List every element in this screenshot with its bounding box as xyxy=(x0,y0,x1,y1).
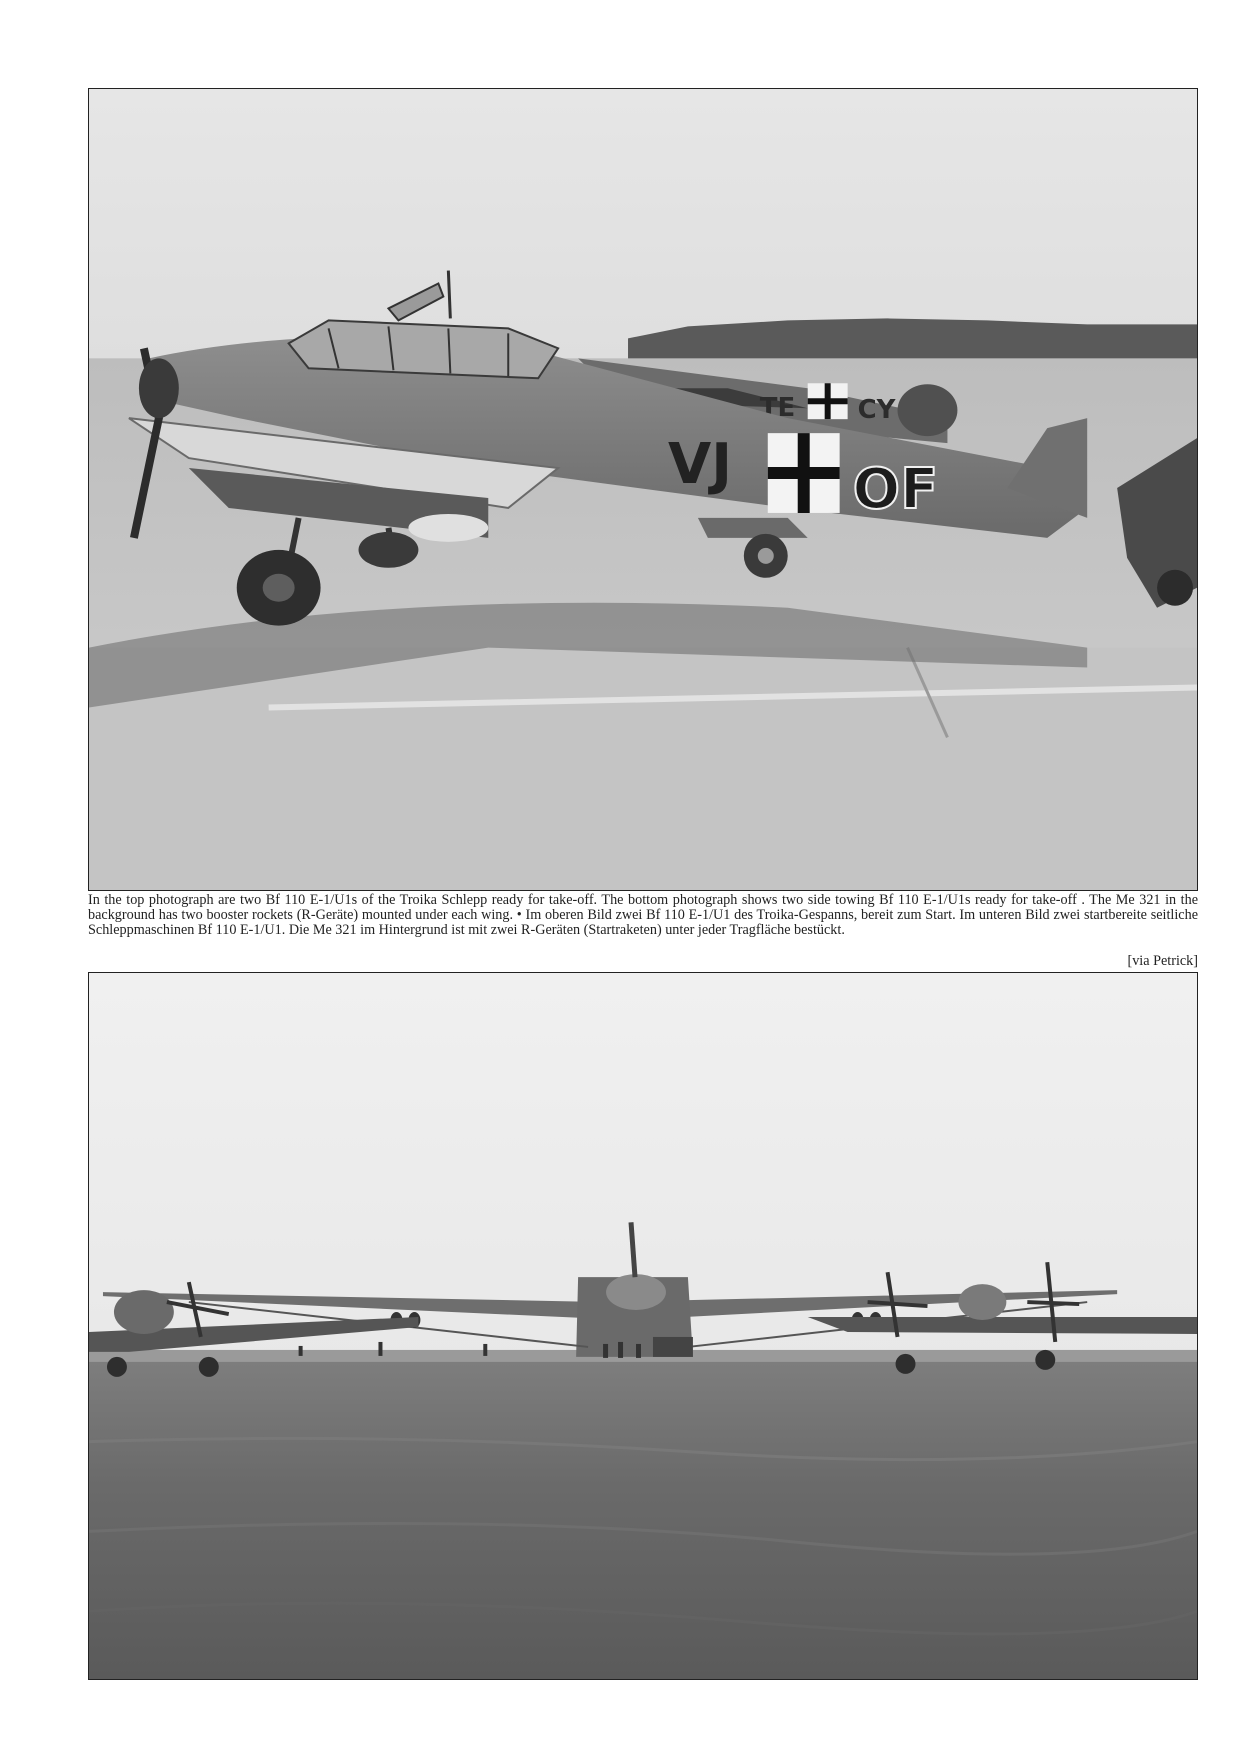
photo-caption xyxy=(88,893,1198,969)
ground-vehicle xyxy=(653,1337,693,1357)
grass-field xyxy=(89,1357,1197,1679)
bottom-photograph xyxy=(88,972,1198,1680)
rear-code-left: TE xyxy=(759,393,796,424)
fuselage-code-left: VJ xyxy=(667,432,732,498)
top-photo-illustration xyxy=(89,89,1197,890)
rear-code-right: CY xyxy=(857,395,896,426)
photo-credit: [via Petrick] xyxy=(1121,954,1198,969)
fuselage-code-right: OF xyxy=(852,456,939,522)
caption-text: In the top photograph are two Bf 110 E-1/U1s of the Troika Schlepp ready for take-off. The bottom photograph shows two side towing Bf 110 E-1/U1s ready for take-off . The Me 321 in the background has two booster rockets (R-Geräte) mounted under each wing. • Im oberen Bild zwei Bf 110 E-1/U1 des Troika-Gespanns, bereit zum Start. Im unteren Bild zwei startbereite seitliche Schleppmaschinen Bf 110 E-1/U1. Die Me 321 im Hintergrund ist mit zwei R-Geräten (Startraketen) unter jeder Tragfläche bestückt. xyxy=(88,892,1198,938)
bottom-photo-illustration xyxy=(89,973,1197,1679)
top-photograph xyxy=(88,88,1198,891)
